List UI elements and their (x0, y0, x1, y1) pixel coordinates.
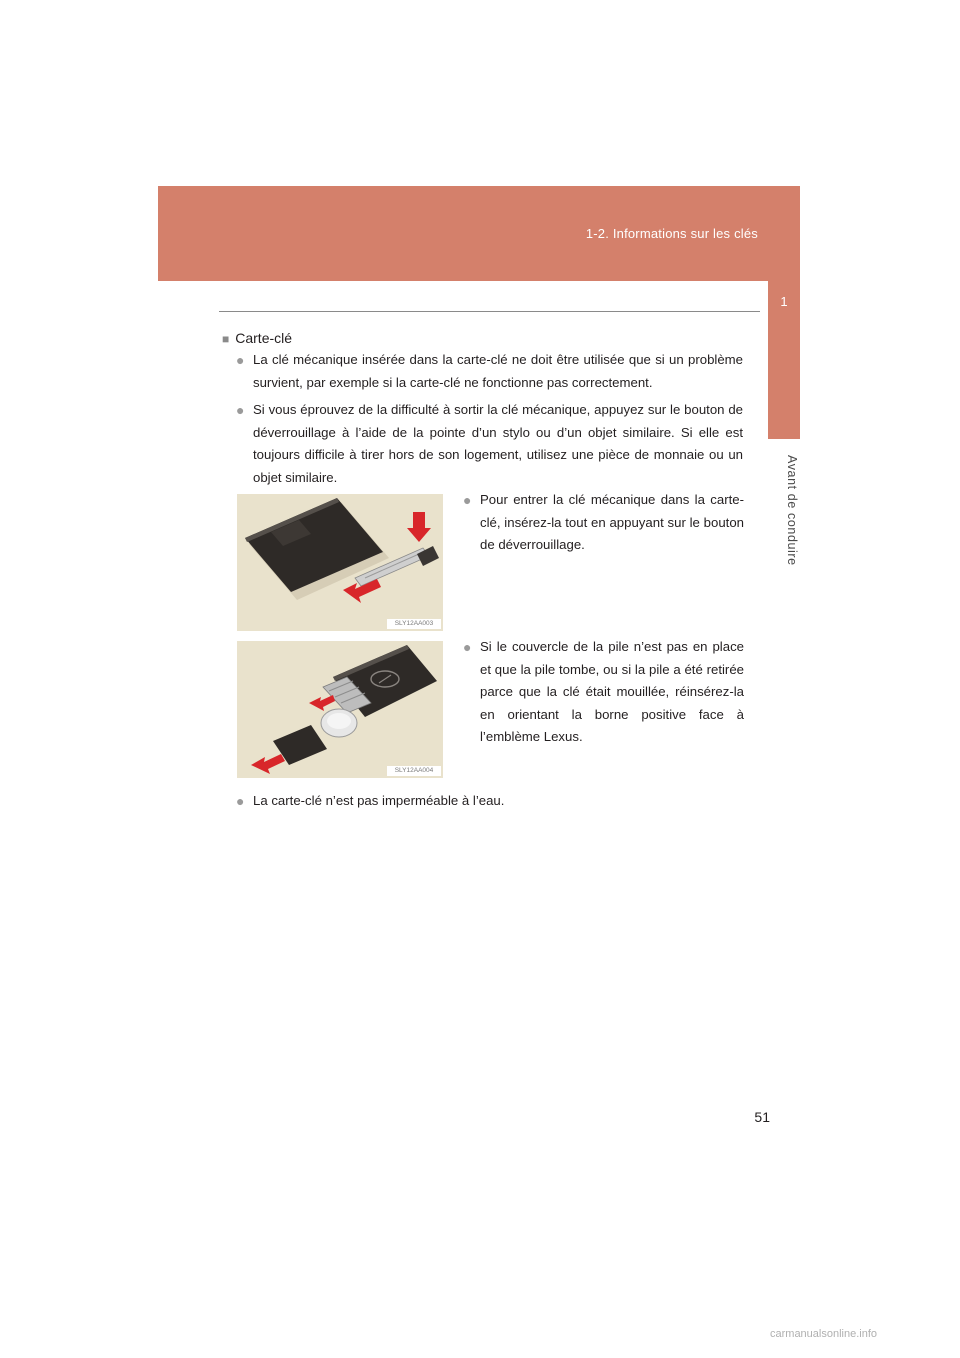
square-bullet-icon: ■ (222, 332, 230, 346)
section-heading (222, 330, 292, 346)
bullet-text: Si le couvercle de la pile n’est pas en place et que la pile tombe, ou si la pile a été retirée parce que la clé était mouillée, réinsérez-la en orientant la borne positive face à l’emblème Lexus. (480, 639, 744, 745)
page-number: 51 (754, 1109, 770, 1125)
bullet-item (463, 489, 744, 557)
divider-rule (219, 311, 760, 312)
bullet-text: Si vous éprouvez de la difficulté à sortir la clé mécanique, appuyez sur le bouton de déverrouillage à l’aide de la pointe d’un stylo ou d’un objet similaire. Si elle est toujours difficile à tirer hors de son logement, utilisez une pièce de monnaie ou un objet similaire. (253, 402, 743, 485)
key-insertion-illustration (237, 494, 443, 631)
bullet-text: La carte-clé n’est pas imperméable à l’eau. (253, 793, 505, 808)
bullet-dot-icon: ● (463, 639, 472, 655)
battery-insertion-illustration (237, 641, 443, 778)
bullet-dot-icon: ● (463, 492, 472, 508)
bullet-item (236, 790, 743, 813)
figure-code: SLY12AA004 (387, 766, 441, 776)
section-title: Carte-clé (235, 330, 293, 346)
card-key-with-mechanical-key-icon (237, 494, 443, 631)
header-band (158, 186, 800, 281)
bullet-text: Pour entrer la clé mécanique dans la carte-clé, insérez-la tout en appuyant sur le bouton de déverrouillage. (480, 492, 744, 553)
bullet-item (463, 636, 744, 749)
bullet-item (236, 399, 743, 489)
bullet-dot-icon: ● (236, 352, 245, 368)
bullet-item (236, 349, 743, 394)
chapter-number: 1 (780, 294, 788, 309)
chapter-label: Avant de conduire (785, 455, 799, 566)
chapter-tab (768, 281, 800, 439)
bullet-dot-icon: ● (236, 402, 245, 418)
card-key-battery-icon (237, 641, 443, 778)
bullet-dot-icon: ● (236, 793, 245, 809)
watermark-link[interactable]: carmanualsonline.info (770, 1328, 878, 1340)
bullet-text: La clé mécanique insérée dans la carte-clé ne doit être utilisée que si un problème survient, par exemple si la carte-clé ne fonctionne pas correctement. (253, 352, 743, 390)
section-breadcrumb: 1-2. Informations sur les clés (585, 226, 758, 241)
figure-code: SLY12AA003 (387, 619, 441, 629)
